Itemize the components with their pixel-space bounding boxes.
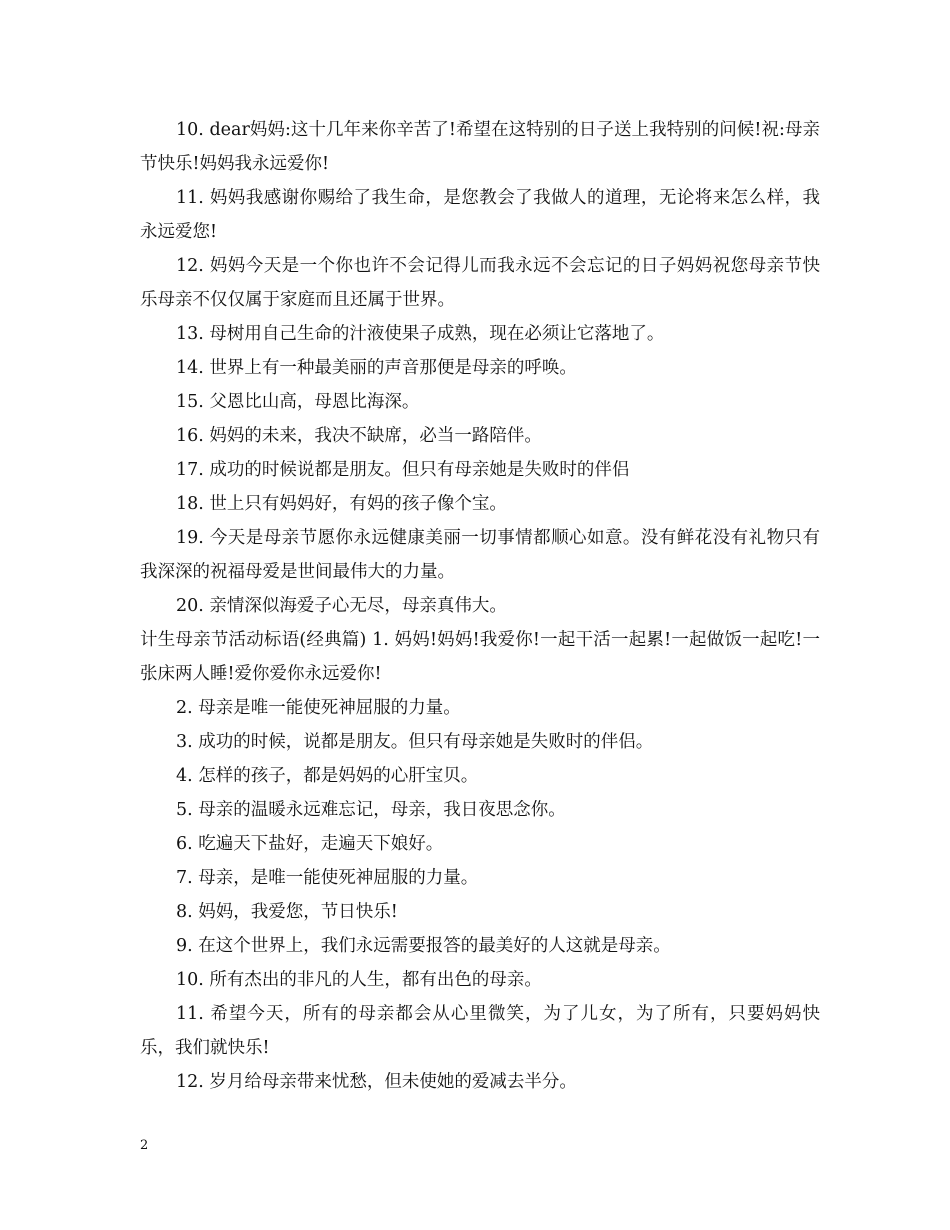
document-body	[140, 113, 820, 1099]
paragraph-item: 8. 妈妈，我爱您，节日快乐!	[176, 902, 398, 922]
paragraph-item: 6. 吃遍天下盐好，走遍天下娘好。	[176, 834, 444, 854]
paragraph-item: 11. 希望今天，所有的母亲都会从心里微笑，为了儿女，为了所有，只要妈妈快乐，我们就快乐!	[140, 1004, 820, 1058]
paragraph-item: 15. 父恩比山高，母恩比海深。	[176, 392, 420, 412]
paragraph-item: 2. 母亲是唯一能使死神屈服的力量。	[176, 698, 461, 718]
paragraph-item: 17. 成功的时候说都是朋友。但只有母亲她是失败时的伴侣	[176, 460, 630, 480]
paragraph-item: 14. 世界上有一种最美丽的声音那便是母亲的呼唤。	[176, 358, 577, 378]
paragraph-item: 12. 妈妈今天是一个你也许不会记得儿而我永远不会忘记的日子妈妈祝您母亲节快乐母亲不仅仅属于家庭而且还属于世界。	[140, 256, 820, 310]
paragraph-item: 11. 妈妈我感谢你赐给了我生命，是您教会了我做人的道理，无论将来怎么样，我永远爱您!	[140, 188, 820, 242]
paragraph-item: 10. dear妈妈:这十几年来你辛苦了!希望在这特别的日子送上我特别的问候!祝:母亲节快乐!妈妈我永远爱你!	[140, 120, 820, 174]
paragraph-item: 9. 在这个世界上，我们永远需要报答的最美好的人这就是母亲。	[176, 936, 671, 956]
paragraph-item: 7. 母亲，是唯一能使死神屈服的力量。	[176, 868, 479, 888]
paragraph-item: 10. 所有杰出的非凡的人生，都有出色的母亲。	[176, 970, 542, 990]
paragraph-item: 20. 亲情深似海爱子心无尽，母亲真伟大。	[176, 596, 507, 616]
section-heading-paragraph: 计生母亲节活动标语(经典篇) 1. 妈妈!妈妈!我爱你!一起干活一起累!一起做饭一起吃!一张床两人睡!爱你爱你永远爱你!	[140, 630, 820, 684]
paragraph-item: 3. 成功的时候，说都是朋友。但只有母亲她是失败时的伴侣。	[176, 732, 654, 752]
paragraph-item: 4. 怎样的孩子，都是妈妈的心肝宝贝。	[176, 766, 479, 786]
paragraph-item: 16. 妈妈的未来，我决不缺席，必当一路陪伴。	[176, 426, 542, 446]
page-number: 2	[140, 1138, 149, 1153]
paragraph-item: 5. 母亲的温暖永远难忘记，母亲，我日夜思念你。	[176, 800, 566, 820]
paragraph-item: 13. 母树用自己生命的汁液使果子成熟，现在必须让它落地了。	[176, 324, 665, 344]
paragraph-item: 19. 今天是母亲节愿你永远健康美丽一切事情都顺心如意。没有鲜花没有礼物只有我深深的祝福母爱是世间最伟大的力量。	[140, 528, 820, 582]
paragraph-item: 12. 岁月给母亲带来忧愁，但未使她的爱减去半分。	[176, 1072, 577, 1092]
paragraph-item: 18. 世上只有妈妈好，有妈的孩子像个宝。	[176, 494, 507, 514]
